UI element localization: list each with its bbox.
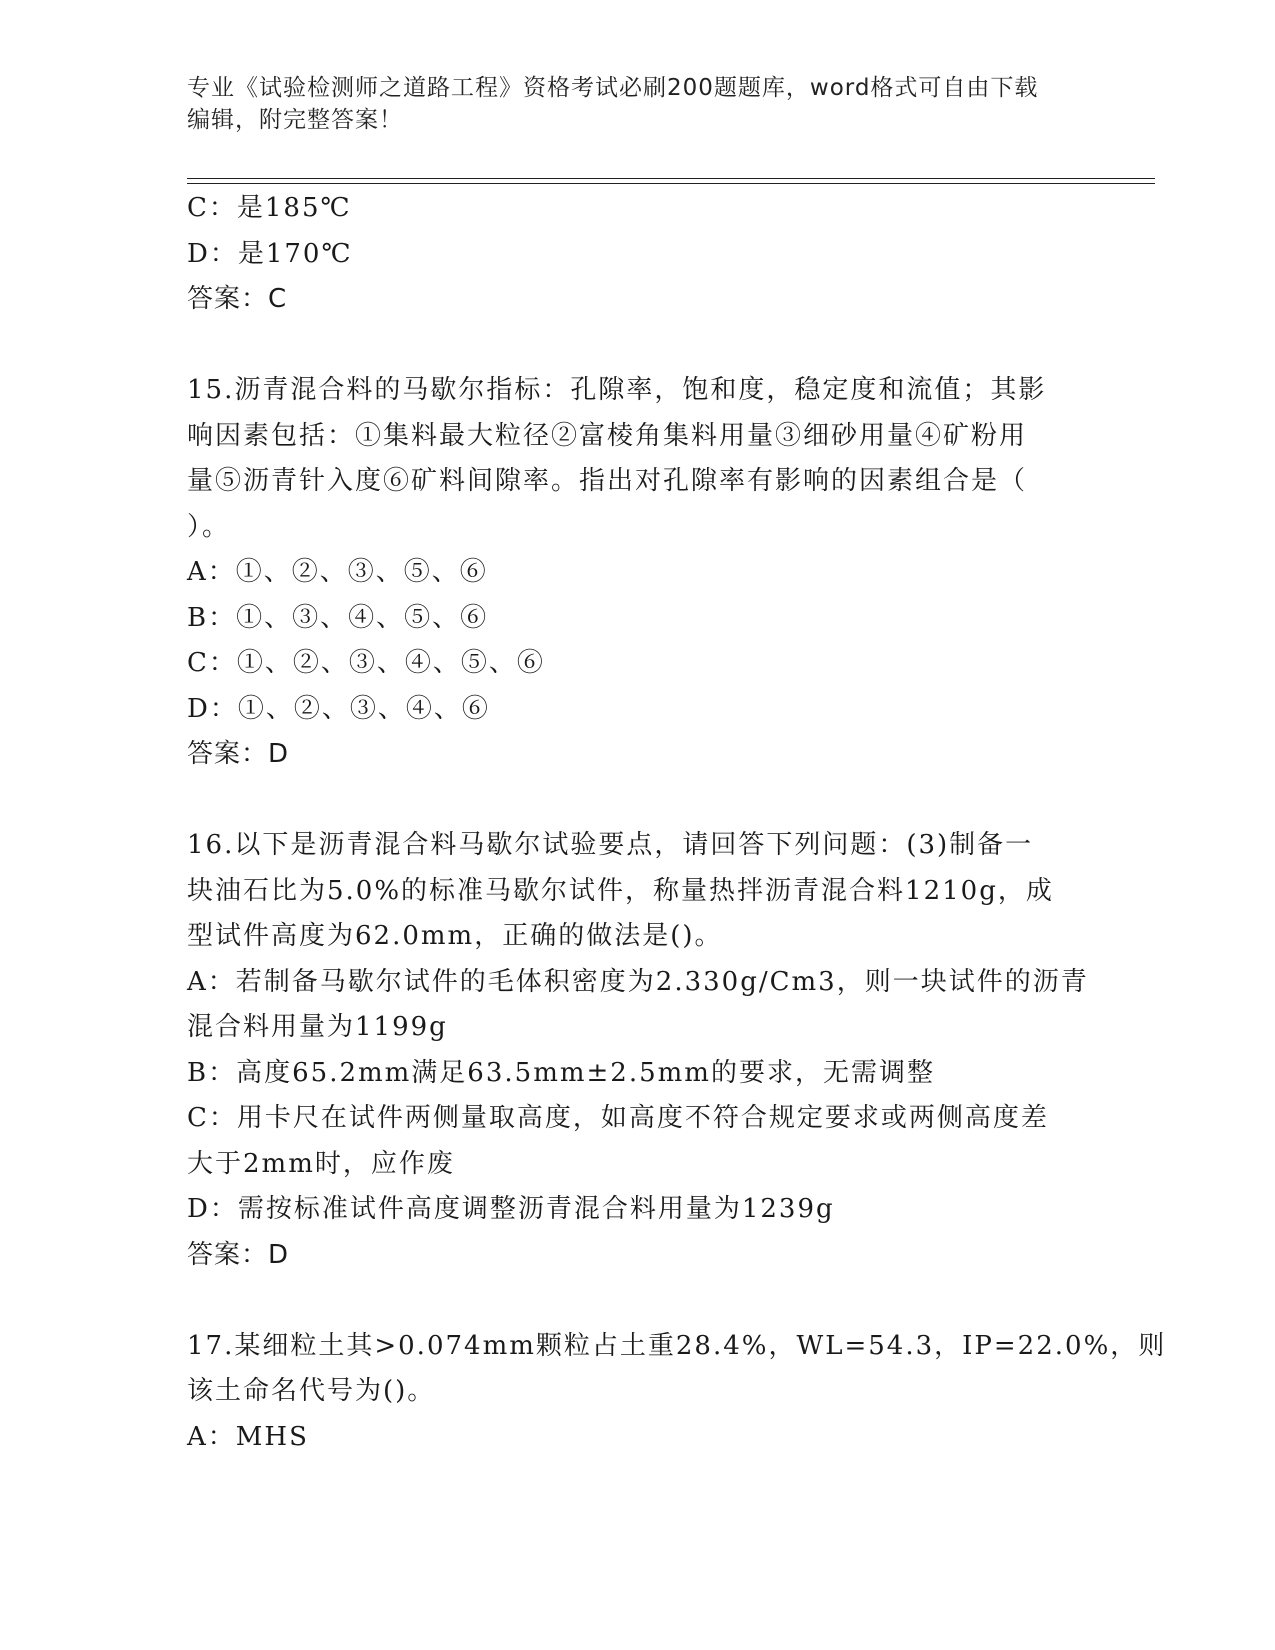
- option-a: A：MHS: [187, 1421, 309, 1452]
- question-stem-line: 16.以下是沥青混合料马歇尔试验要点，请回答下列问题：(3)制备一: [187, 830, 1034, 860]
- answer: 答案：D: [187, 739, 290, 769]
- question-stem-line: ）。: [187, 511, 231, 542]
- option-c: C：用卡尺在试件两侧量取高度，如高度不符合规定要求或两侧高度差: [187, 1103, 1049, 1133]
- option-c-continued: 大于2mm时，应作废: [187, 1148, 455, 1179]
- header-divider: [187, 183, 1155, 184]
- option-d: D：是170℃: [187, 238, 353, 269]
- question-stem-line: 块油石比为5.0%的标准马歇尔试件，称量热拌沥青混合料1210g，成: [187, 875, 1054, 906]
- option-b: B：高度65.2mm满足63.5mm±2.5mm的要求，无需调整: [187, 1057, 935, 1088]
- question-stem-line: 15.沥青混合料的马歇尔指标：孔隙率，饱和度，稳定度和流值；其影: [187, 375, 1047, 405]
- answer: 答案：D: [187, 1239, 290, 1270]
- option-c: C：①、②、③、④、⑤、⑥: [187, 648, 545, 678]
- answer: 答案：C: [187, 284, 288, 314]
- option-c: C：是185℃: [187, 193, 352, 223]
- option-d: D：①、②、③、④、⑥: [187, 693, 490, 724]
- option-d: D：需按标准试件高度调整沥青混合料用量为1239g: [187, 1194, 835, 1224]
- question-stem-line: 该土命名代号为()。: [187, 1376, 436, 1406]
- question-stem-line: 型试件高度为62.0mm，正确的做法是()。: [187, 921, 723, 951]
- header-line: 专业《试验检测师之道路工程》资格考试必刷200题题库，word格式可自由下载: [187, 75, 1039, 101]
- question-content: [187, 186, 1167, 1460]
- page-header: [187, 72, 1087, 136]
- question-stem-line: 17.某细粒土其>0.074mm颗粒占土重28.4%，WL=54.3，IP=22.0%，则: [187, 1330, 1167, 1361]
- option-a: A：①、②、③、⑤、⑥: [187, 557, 488, 587]
- option-a-continued: 混合料用量为1199g: [187, 1012, 448, 1042]
- header-line: 编辑，附完整答案！: [187, 107, 403, 133]
- option-b: B：①、③、④、⑤、⑥: [187, 602, 489, 633]
- header-divider: [187, 178, 1155, 179]
- question-stem-line: 响因素包括：①集料最大粒径②富棱角集料用量③细砂用量④矿粉用: [187, 420, 1028, 451]
- question-stem-line: 量⑤沥青针入度⑥矿料间隙率。指出对孔隙率有影响的因素组合是（: [187, 466, 1028, 496]
- option-a: A：若制备马歇尔试件的毛体积密度为2.330g/Cm3，则一块试件的沥青: [187, 966, 1089, 997]
